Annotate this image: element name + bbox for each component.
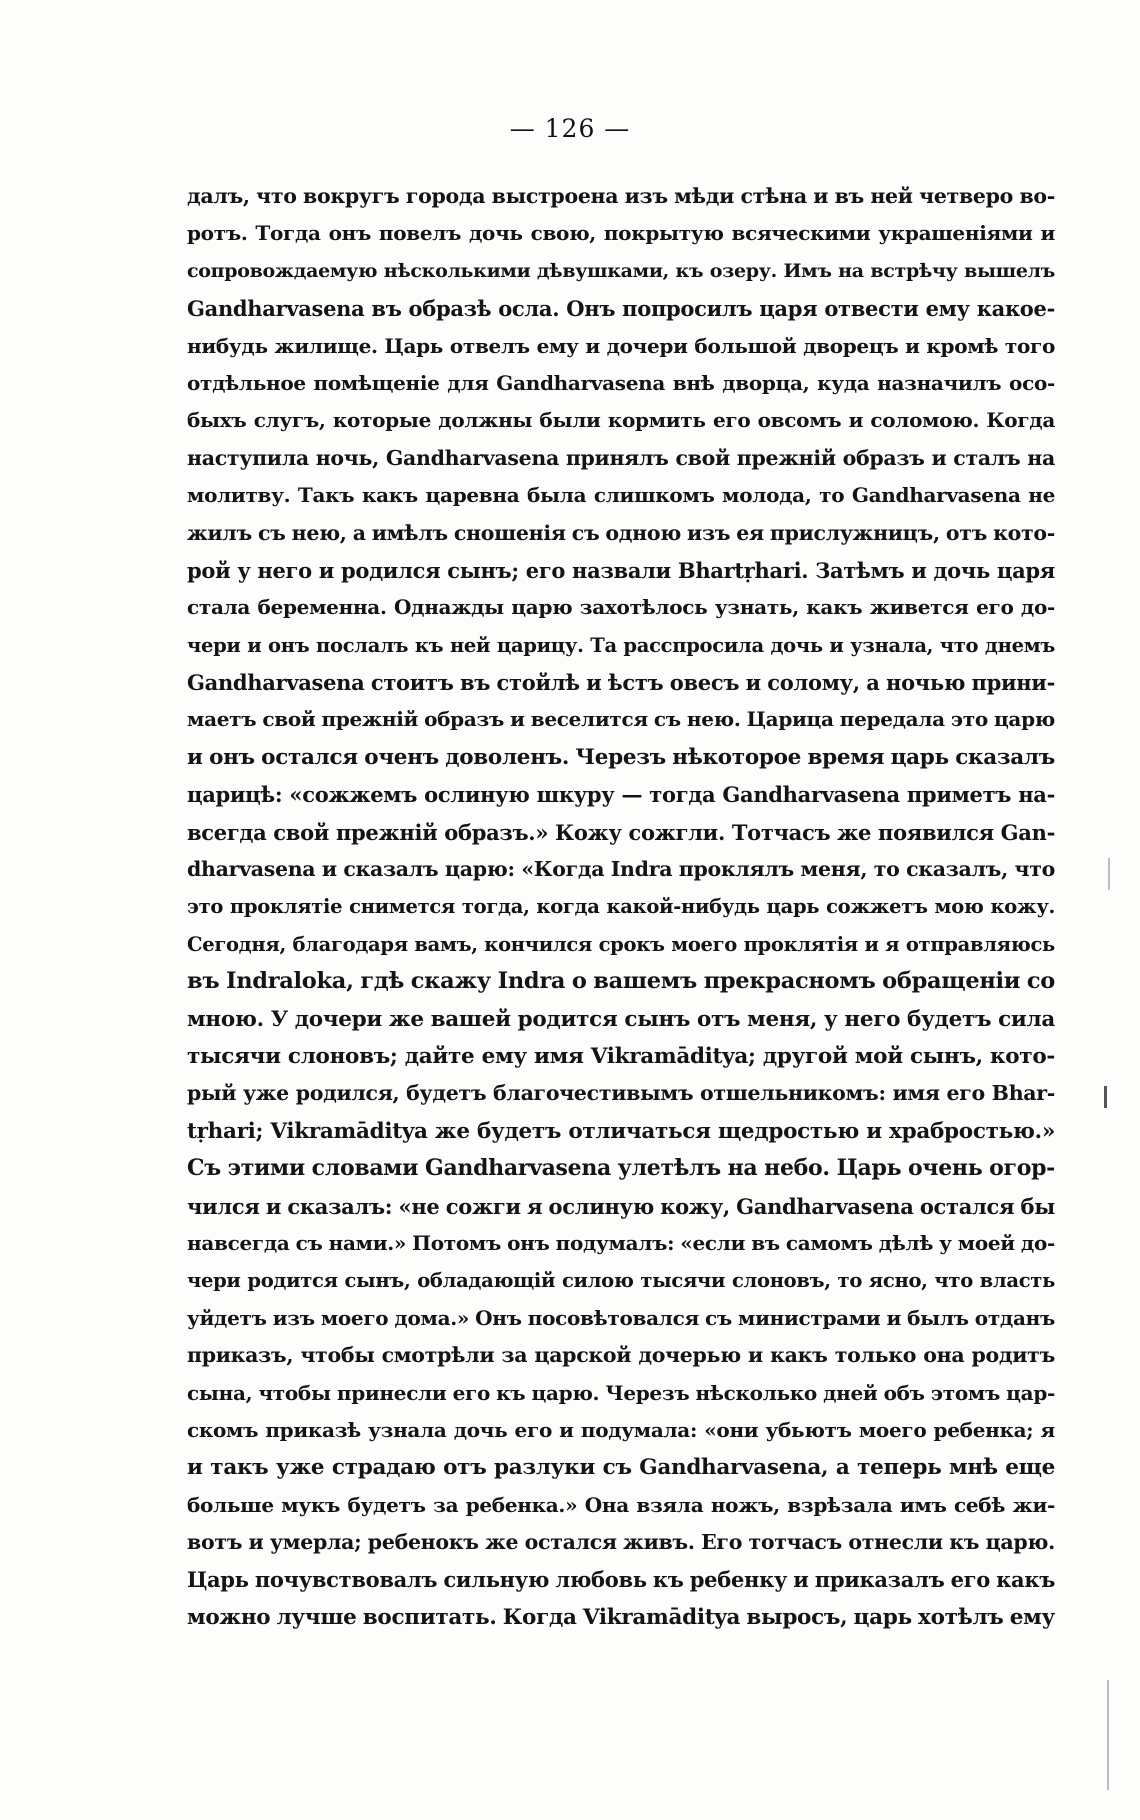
scan-artifact xyxy=(1108,858,1110,890)
text-line: чери родится сынъ, обладающій силою тысячи слоновъ, то ясно, что власть xyxy=(187,1269,1055,1293)
text-line: и онъ остался оченъ доволенъ. Черезъ нѣкоторое время царь сказалъ xyxy=(187,744,1055,770)
text-line: уйдетъ изъ моего дома.» Онъ посовѣтовался съ министрами и былъ отданъ xyxy=(187,1305,1055,1330)
text-line: царицѣ: «сожжемъ ослиную шкуру — тогда Gandharvasena приметъ на- xyxy=(187,782,1055,808)
scan-artifact xyxy=(1107,1680,1109,1790)
text-line: стала беременна. Однажды царю захотѣлось узнать, какъ живется его до- xyxy=(187,595,1055,620)
text-line: tṛhari; Vikramāditya же будетъ отличаться щедростью и храбростью.» xyxy=(187,1118,1055,1144)
text-line: навсегда съ нами.» Потомъ онъ подумалъ: «если въ самомъ дѣлѣ у моей до- xyxy=(187,1230,1055,1255)
text-line: всегда свой прежній образъ.» Кожу сожгли. Тотчасъ же появился Gan- xyxy=(187,819,1055,845)
text-line: ротъ. Тогда онъ повелъ дочь свою, покрытую всяческими украшеніями и xyxy=(187,221,1055,246)
text-line: Съ этими словами Gandharvasena улетѣлъ на небо. Царь очень огор- xyxy=(187,1155,1055,1182)
text-line: вотъ и умерла; ребенокъ же остался живъ. Его тотчасъ отнесли къ царю. xyxy=(187,1530,1055,1555)
scan-artifact xyxy=(1104,1086,1107,1108)
text-line: рый уже родился, будетъ благочестивымъ отшельникомъ: имя его Bhar- xyxy=(187,1081,1055,1106)
text-line: Gandharvasena стоитъ въ стойлѣ и ѣстъ овесъ и солому, а ночью прини- xyxy=(187,670,1055,696)
text-line: нибудь жилище. Царь отвелъ ему и дочери большой дворецъ и кромѣ того xyxy=(187,333,1055,358)
text-line: маетъ свой прежній образъ и веселится съ нею. Царица передала это царю xyxy=(187,707,1055,732)
text-line: молитву. Такъ какъ царевна была слишкомъ молода, то Gandharvasena не xyxy=(187,483,1055,508)
text-line: и такъ уже страдаю отъ разлуки съ Gandharvasena, а теперь мнѣ еще xyxy=(187,1455,1055,1481)
text-line: больше мукъ будетъ за ребенка.» Она взяла ножъ, взрѣзала имъ себѣ жи- xyxy=(187,1492,1055,1517)
page-number: — 126 — xyxy=(509,114,631,143)
text-line: приказъ, чтобы смотрѣли за царской дочерью и какъ только она родитъ xyxy=(187,1343,1055,1368)
text-line: отдѣльное помѣщеніе для Gandharvasena внѣ дворца, куда назначилъ осо- xyxy=(187,370,1055,395)
text-line: далъ, что вокругъ города выстроена изъ мѣди стѣна и въ ней четверо во- xyxy=(187,184,1055,208)
text-line: Царь почувствовалъ сильную любовь къ ребенку и приказалъ его какъ xyxy=(187,1567,1055,1593)
text-line: мною. У дочери же вашей родится сынъ отъ меня, у него будетъ сила xyxy=(187,1006,1055,1032)
text-line: Сегодня, благодаря вамъ, кончился срокъ моего проклятія и я отправляюсь xyxy=(187,932,1055,956)
text-line: сына, чтобы принесли его къ царю. Черезъ нѣсколько дней объ этомъ цар- xyxy=(187,1380,1055,1405)
text-line: Gandharvasena въ образѣ осла. Онъ попросилъ царя отвести ему какое- xyxy=(187,296,1055,322)
text-line: рой у него и родился сынъ; его назвали Bhartṛhari. Затѣмъ и дочь царя xyxy=(187,557,1055,583)
text-line: чился и сказалъ: «не сожги я ослиную кожу, Gandharvasena остался бы xyxy=(187,1193,1055,1219)
body-text xyxy=(187,178,1055,1636)
text-line: тысячи слоновъ; дайте ему имя Vikramāditya; другой мой сынъ, кото- xyxy=(187,1043,1055,1069)
text-line: быхъ слугъ, которые должны были кормить его овсомъ и соломою. Когда xyxy=(187,408,1055,433)
text-line: можно лучше воспитать. Когда Vikramāditya выросъ, царь хотѣлъ ему xyxy=(187,1604,1055,1630)
text-line: наступила ночь, Gandharvasena принялъ свой прежній образъ и сталъ на xyxy=(187,445,1055,470)
text-line: жилъ съ нею, а имѣлъ сношенія съ одною изъ ея прислужницъ, отъ кото- xyxy=(187,520,1055,545)
text-line: это проклятіе снимется тогда, когда какой-нибудь царь сожжетъ мою кожу. xyxy=(187,895,1055,919)
text-line: чери и онъ послалъ къ ней царицу. Та расспросила дочь и узнала, что днемъ xyxy=(187,633,1055,657)
text-line: dharvasena и сказалъ царю: «Когда Indra проклялъ меня, то сказалъ, что xyxy=(187,857,1055,882)
text-line: сопровождаемую нѣсколькими дѣвушками, къ озеру. Имъ на встрѣчу вышелъ xyxy=(187,259,1055,282)
text-line: въ Indraloka, гдѣ скажу Indra о вашемъ прекрасномъ обращеніи со xyxy=(187,968,1055,995)
text-line: скомъ приказѣ узнала дочь его и подумала: «они убьютъ моего ребенка; я xyxy=(187,1417,1055,1442)
